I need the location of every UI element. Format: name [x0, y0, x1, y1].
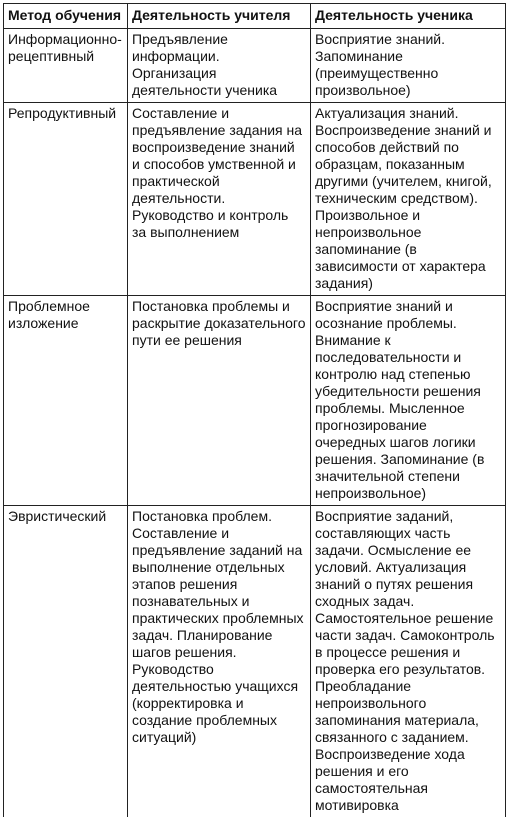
- cell-teacher-activity: Постановка проблем. Составление и предъявление заданий на выполнение отдельных этапов решения познавательных и практических проблемных задач. Планирование шагов решения. Руководство деятельностью учащихся (корректировка и создание проблемных ситуаций): [128, 506, 311, 817]
- cell-method: Информационно-рецептивный: [4, 29, 128, 103]
- teaching-methods-table: [3, 3, 506, 817]
- cell-method: Репродуктивный: [4, 103, 128, 296]
- table-row: [4, 103, 506, 296]
- table-row: [4, 506, 506, 817]
- cell-method: Проблемное изложение: [4, 296, 128, 506]
- table-row: [4, 29, 506, 103]
- cell-teacher-activity: Предъявление информации. Организация деятельности ученика: [128, 29, 311, 103]
- cell-method: Эвристический: [4, 506, 128, 817]
- cell-teacher-activity: Составление и предъявление задания на воспроизведение знаний и способов умственной и практической деятельности. Руководство и контроль за выполнением: [128, 103, 311, 296]
- table-header-row: [4, 4, 506, 29]
- table-row: [4, 296, 506, 506]
- header-teacher-activity: Деятельность учителя: [128, 4, 311, 29]
- cell-student-activity: Восприятие знаний и осознание проблемы. Внимание к последовательности и контролю над степенью убедительности решения проблемы. Мысленное прогнозирование очередных шагов логики решения. Запоминание (в значительной степени непроизвольное): [311, 296, 506, 506]
- cell-student-activity: Восприятие заданий, составляющих часть задачи. Осмысление ее условий. Актуализация знаний о путях решения сходных задач. Самостоятельное решение части задач. Самоконтроль в процессе решения и проверка его результатов. Преобладание непроизвольного запоминания материала, связанного с заданием. Воспроизведение хода решения и его самостоятельная мотивировка: [311, 506, 506, 817]
- header-student-activity: Деятельность ученика: [311, 4, 506, 29]
- cell-teacher-activity: Постановка проблемы и раскрытие доказательного пути ее решения: [128, 296, 311, 506]
- cell-student-activity: Актуализация знаний. Воспроизведение знаний и способов действий по образцам, показанным другими (учителем, книгой, техническим средством). Произвольное и непроизвольное запоминание (в зависимости от характера задания): [311, 103, 506, 296]
- cell-student-activity: Восприятие знаний. Запоминание (преимущественно произвольное): [311, 29, 506, 103]
- header-method: Метод обучения: [4, 4, 128, 29]
